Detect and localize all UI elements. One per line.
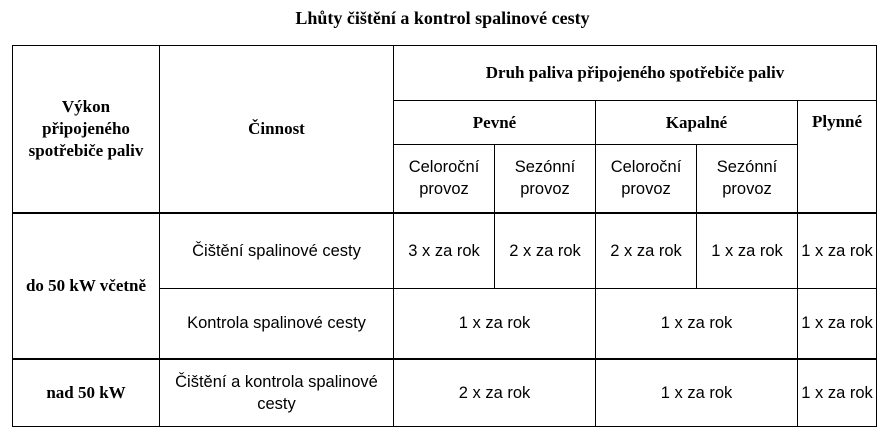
activity-inspection: Kontrola spalinové cesty [160, 289, 394, 359]
header-liquid-year: Celoroční provoz [596, 145, 697, 213]
cleaning-intervals-table [12, 45, 877, 427]
cell-cleaning-gas: 1 x za rok [798, 213, 877, 289]
header-solid: Pevné [394, 101, 596, 145]
power-up-to-50: do 50 kW včetně [13, 213, 160, 359]
row-over-50 [13, 359, 877, 427]
cell-inspection-solid: 1 x za rok [394, 289, 596, 359]
cell-over-50-liquid: 1 x za rok [596, 359, 798, 427]
header-row-1 [13, 46, 877, 101]
header-solid-season: Sezónní provoz [495, 145, 596, 213]
table-title: Lhůty čištění a kontrol spalinové cesty [295, 8, 590, 28]
cell-inspection-liquid: 1 x za rok [596, 289, 798, 359]
power-over-50: nad 50 kW [13, 359, 160, 427]
cell-cleaning-liquid-year: 2 x za rok [596, 213, 697, 289]
cell-over-50-solid: 2 x za rok [394, 359, 596, 427]
header-solid-year: Celoroční provoz [394, 145, 495, 213]
cell-cleaning-solid-season: 2 x za rok [495, 213, 596, 289]
activity-cleaning-and-inspection: Čištění a kontrola spalinové cesty [160, 359, 394, 427]
cell-cleaning-solid-year: 3 x za rok [394, 213, 495, 289]
header-power: Výkon připojeného spotřebiče paliv [13, 46, 160, 213]
row-up-to-50-cleaning [13, 213, 877, 289]
cell-over-50-gas: 1 x za rok [798, 359, 877, 427]
header-liquid: Kapalné [596, 101, 798, 145]
activity-cleaning: Čištění spalinové cesty [160, 213, 394, 289]
header-activity: Činnost [160, 46, 394, 213]
header-gas: Plynné [798, 101, 877, 213]
cell-inspection-gas: 1 x za rok [798, 289, 877, 359]
header-liquid-season: Sezónní provoz [697, 145, 798, 213]
header-fuel-type: Druh paliva připojeného spotřebiče paliv [394, 46, 877, 101]
cell-cleaning-liquid-season: 1 x za rok [697, 213, 798, 289]
